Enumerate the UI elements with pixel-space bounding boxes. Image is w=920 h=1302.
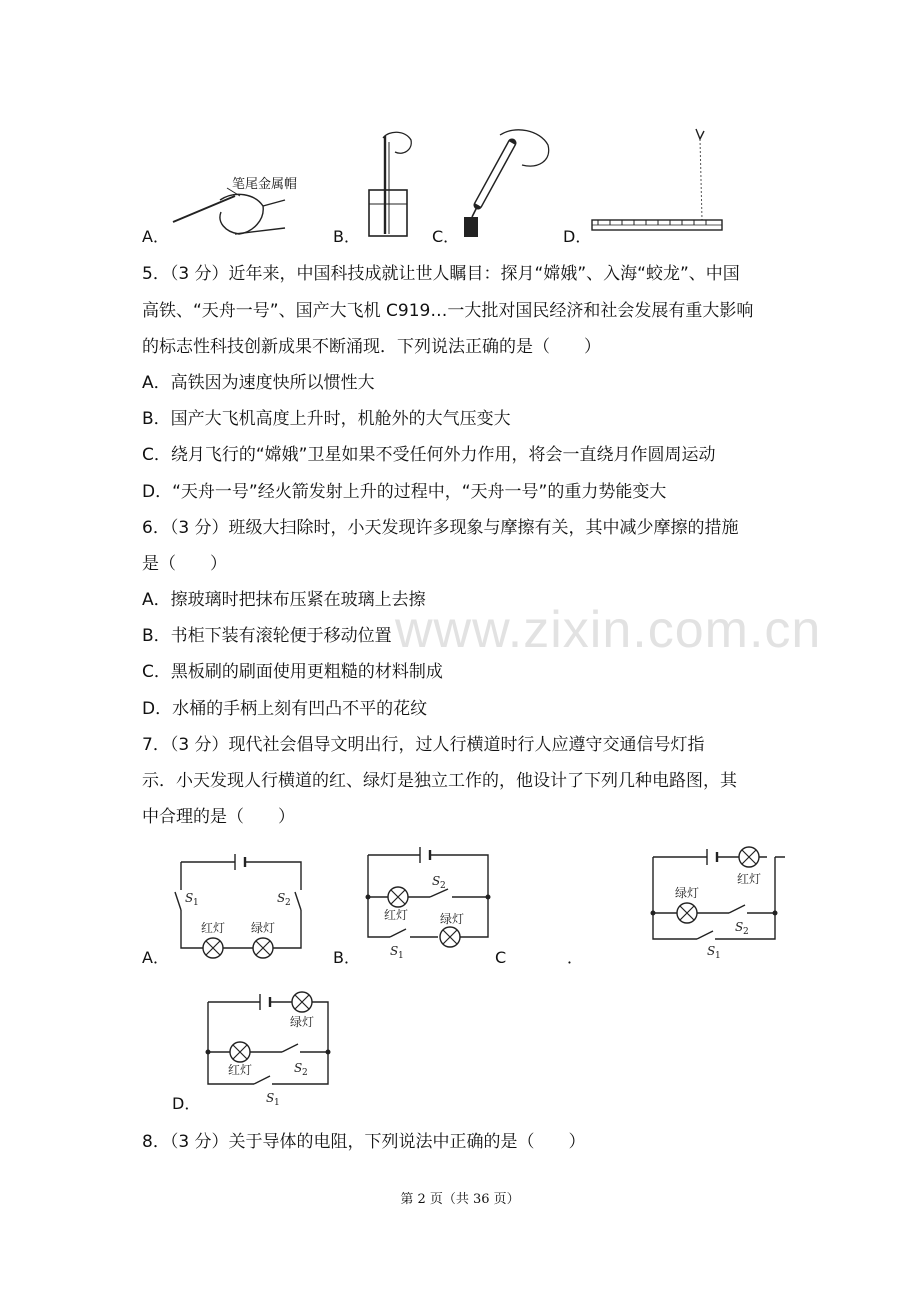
q5-option-a: A．高铁因为速度快所以惯性大: [142, 373, 375, 393]
q7-option-b: B．: [333, 948, 360, 967]
circuit-d-s2-sub: 2: [302, 1068, 308, 1078]
q7-option-d: D．: [172, 1094, 201, 1113]
page-footer: 第 2 页（共 36 页）: [400, 1192, 520, 1207]
circuit-b-green: 绿灯: [440, 912, 465, 926]
q7-circuit-a: [165, 850, 315, 965]
q7-stem-line-2: 示．小天发现人行横道的红、绿灯是独立工作的，他设计了下列几种电路图，其: [142, 771, 737, 791]
q4-figure-b: [355, 128, 425, 240]
q5-stem-line-2: 高铁、“天舟一号”、国产大飞机 C919…一大批对国民经济和社会发展有重大影响: [142, 301, 754, 321]
q5-option-c: C．绕月飞行的“嫦娥”卫星如果不受任何外力作用，将会一直绕月作圆周运动: [142, 445, 716, 465]
circuit-c-s2-sub: 2: [743, 927, 749, 937]
circuit-a-green: 绿灯: [251, 921, 276, 935]
q7-circuit-b: [360, 845, 495, 965]
q4-option-a: A．: [142, 227, 169, 246]
q6-option-b: B．书柜下装有滚轮便于移动位置: [142, 626, 392, 646]
circuit-a-s2: S: [277, 891, 286, 905]
q7-circuit-d: [198, 990, 338, 1110]
circuit-c-red: 红灯: [737, 872, 762, 886]
q5-option-d: D．“天舟一号”经火箭发射上升的过程中，“天舟一号”的重力势能变大: [142, 482, 667, 502]
q6-option-a: A．擦玻璃时把抹布压紧在玻璃上去擦: [142, 590, 426, 610]
q4-figure-d: [588, 125, 728, 240]
circuit-a-red: 红灯: [201, 921, 226, 935]
q6-stem-line-1: 6．（3 分）班级大扫除时，小天发现许多现象与摩擦有关，其中减少摩擦的措施: [142, 518, 739, 538]
circuit-d-s1-sub: 1: [274, 1098, 280, 1108]
q7-option-a: A．: [142, 948, 169, 967]
q6-stem-line-2: 是（ ）: [142, 554, 227, 574]
circuit-b-s1-sub: 1: [398, 951, 404, 961]
watermark: www.zixin.com.cn: [395, 601, 822, 659]
q6-option-c: C．黑板刷的刷面使用更粗糙的材料制成: [142, 662, 443, 682]
q5-stem-line-1: 5．（3 分）近年来，中国科技成就让世人瞩目：探月“嫦娥”、入海“蛟龙”、中国: [142, 264, 740, 284]
circuit-d-red: 红灯: [228, 1063, 253, 1077]
circuit-b-s2-sub: 2: [440, 881, 446, 891]
circuit-a-s1-sub: 1: [193, 898, 199, 908]
circuit-d-green: 绿灯: [290, 1015, 315, 1029]
circuit-a-s2-sub: 2: [285, 898, 291, 908]
q6-option-d: D．水桶的手柄上刻有凹凸不平的花纹: [142, 699, 428, 719]
q7-option-c-dot: ．: [567, 948, 584, 967]
circuit-d-s2: S: [294, 1061, 303, 1075]
q7-stem-line-1: 7．（3 分）现代社会倡导文明出行，过人行横道时行人应遵守交通信号灯指: [142, 735, 705, 755]
q4-option-c: C．: [432, 227, 460, 246]
q4-option-b: B．: [333, 227, 360, 246]
circuit-d-s1: S: [266, 1091, 275, 1105]
q4-option-d: D．: [563, 227, 592, 246]
circuit-b-red: 红灯: [384, 908, 409, 922]
q5-stem-line-3: 的标志性科技创新成果不断涌现．下列说法正确的是（ ）: [142, 337, 601, 357]
circuit-c-s2: S: [735, 920, 744, 934]
q7-option-c: C: [495, 948, 507, 967]
q4-figure-c: [460, 125, 560, 240]
circuit-a-s1: S: [185, 891, 194, 905]
q7-stem-line-3: 中合理的是（ ）: [142, 807, 295, 827]
q5-option-b: B．国产大飞机高度上升时，机舱外的大气压变大: [142, 409, 511, 429]
circuit-c-s1-sub: 1: [715, 951, 721, 961]
circuit-c-green: 绿灯: [675, 886, 700, 900]
q7-circuit-c: [645, 845, 785, 965]
circuit-c-s1: S: [707, 944, 716, 958]
q4-figure-a-caption: 笔尾金属帽: [232, 177, 298, 192]
circuit-b-s1: S: [390, 944, 399, 958]
circuit-b-s2: S: [432, 874, 441, 888]
q8-stem: 8．（3 分）关于导体的电阻，下列说法中正确的是（ ）: [142, 1132, 586, 1152]
